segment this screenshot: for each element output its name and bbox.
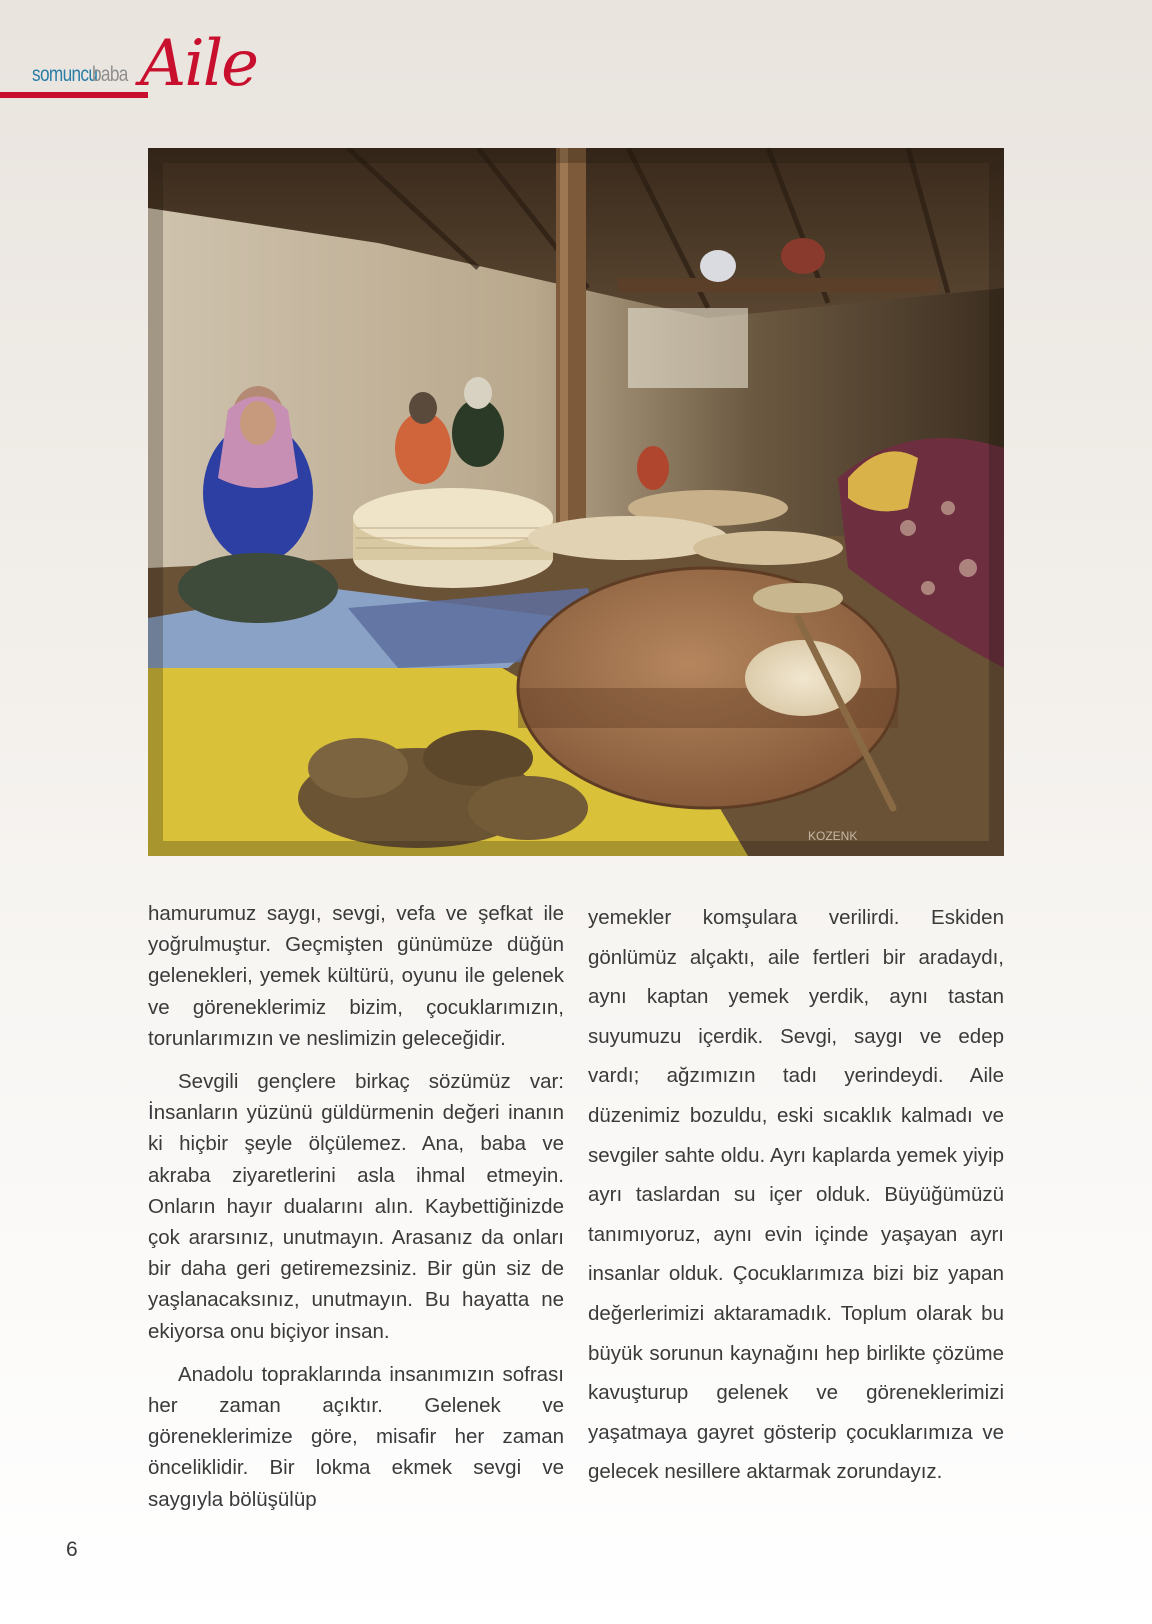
paragraph: Sevgili gençlere birkaç sözümüz var: İnsanların yüzünü güldürmenin değeri inanın ki hiçbir şeyle ölçülemez. Ana, baba ve akraba ziyaretlerini asla ihmal etmeyin. Onların hayır dualarını alın. Kaybettiğinizde çok ararsınız, unutmayın. Arasanız da onları bir daha geri getiremezsiniz. Bir gün siz de yaşlanacaksınız, unutmayın. Bu hayatta ne ekiyorsa onu biçiyor insan.	[148, 1070, 564, 1343]
article-left-column	[148, 898, 564, 1515]
brand-somuncu: somuncu	[32, 63, 98, 86]
brand-baba: baba	[92, 63, 128, 86]
masthead-red-rule	[0, 92, 148, 98]
article-right-column	[588, 898, 1004, 1492]
masthead	[0, 27, 300, 120]
page-number: 6	[66, 1538, 78, 1561]
paragraph: yemekler komşulara verilirdi. Eskiden gönlümüz alçaktı, aile fertleri bir aradaydı, aynı kaptan yemek yerdik, aynı tastan suyumuzu içerdik. Sevgi, saygı ve edep vardı; ağzımızın tadı yerindeydi. Aile düzenimiz bozuldu, eski sıcaklık kalmadı ve sevgiler sahte oldu. Ayrı kaplarda yemek yiyip ayrı taslardan su içer olduk. Büyüğümüzü tanımıyoruz, aynı evin içinde yaşayan ayrı insanlar olduk. Çocuklarımıza bizi biz yapan değerlerimizi aktaramadık. Toplum olarak bu büyük sorunun kaynağını hep birlikte çözüme kavuşturup gelenek ve göreneklerimizi yaşatmaya gayret gösterip çocuklarımıza ve gelecek nesillere aktarmak zorundayız.	[588, 906, 1004, 1484]
photo-watermark: KOZENK	[808, 829, 858, 843]
paragraph: Anadolu topraklarında insanımızın sofrası her zaman açıktır. Gelenek ve göreneklerimize göre, misafir her zaman önceliklidir. Bir lokma ekmek sevgi ve saygıyla bölüşülüp	[148, 1362, 564, 1511]
photo-illustration	[148, 148, 1004, 856]
bread-baking-photo	[148, 148, 1004, 856]
brand-aile-logo: Aile	[140, 27, 258, 101]
paragraph: hamurumuz saygı, sevgi, vefa ve şefkat ile yoğrulmuştur. Geçmişten günümüze düğün gelenekleri, yemek kültürü, oyunu ile gelenek ve göreneklerimiz bizim, çocuklarımızın, torunlarımızın ve neslimizin geleceğidir.	[148, 902, 564, 1050]
